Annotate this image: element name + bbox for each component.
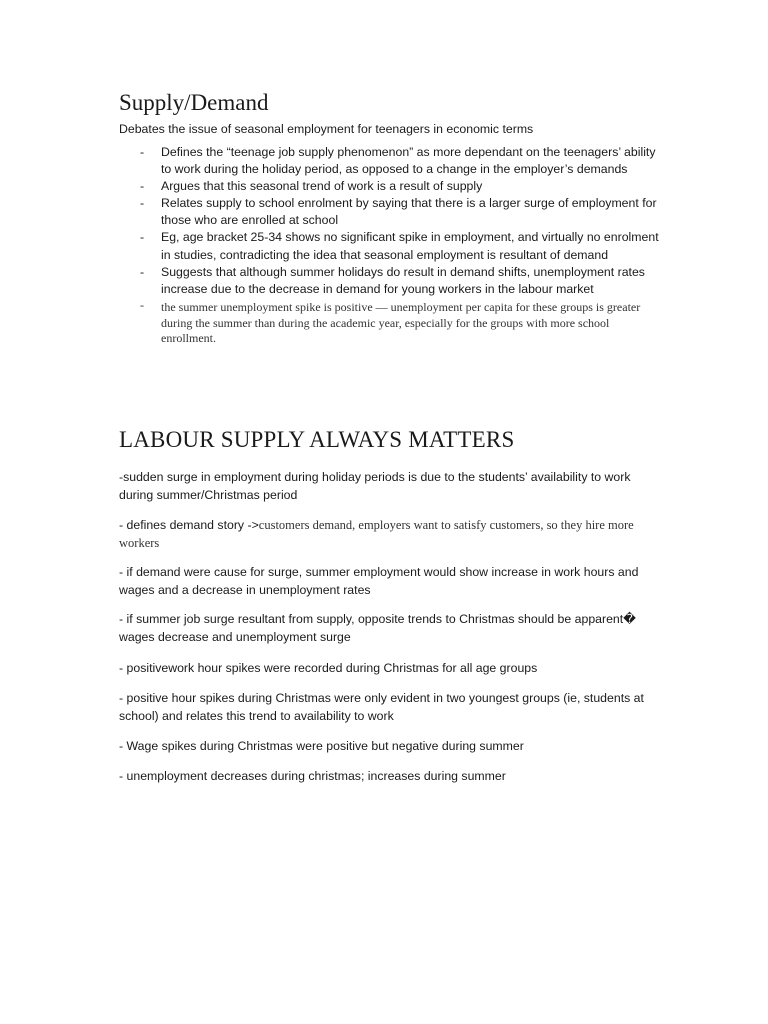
bullet-text: Eg, age bracket 25-34 shows no significant spike in employment, and virtually no enrolment in studies, contradicting the idea that seasonal employment is resultant of demand bbox=[161, 230, 659, 262]
list-item bbox=[140, 264, 660, 298]
section-heading-supply-demand: Supply/Demand bbox=[119, 90, 269, 115]
paragraph: - if summer job surge resultant from supply, opposite trends to Christmas should be apparent� wages decrease and unemployment surge bbox=[119, 612, 636, 644]
bullet-list bbox=[140, 144, 660, 347]
bullet-text: Argues that this seasonal trend of work is a result of supply bbox=[161, 179, 483, 194]
list-item bbox=[140, 229, 660, 263]
bullet-dash: - bbox=[140, 196, 145, 211]
paragraph: - unemployment decreases during christmas; increases during summer bbox=[119, 769, 506, 783]
bullet-text: Relates supply to school enrolment by saying that there is a larger surge of employment for those who are enrolled at school bbox=[161, 196, 657, 228]
bullet-dash: - bbox=[140, 264, 145, 279]
list-item bbox=[140, 298, 660, 347]
paragraph: - positive hour spikes during Christmas were only evident in two youngest groups (ie, students at school) and relates this trend to availability to work bbox=[119, 691, 644, 723]
paragraph: - positivework hour spikes were recorded during Christmas for all age groups bbox=[119, 661, 538, 675]
section-intro: Debates the issue of seasonal employment for teenagers in economic terms bbox=[119, 122, 534, 136]
list-item bbox=[140, 178, 660, 195]
bullet-dash: - bbox=[140, 297, 144, 312]
bullet-dash: - bbox=[140, 179, 145, 194]
demand-story-text: customers demand, employers want to satisfy customers, so they hire more workers bbox=[119, 518, 634, 550]
bullet-text: Defines the “teenage job supply phenomenon” as more dependant on the teenagers’ ability to work during the holiday period, as opposed to a change in the employer’s demands bbox=[161, 145, 656, 177]
section-heading-labour-supply: LABOUR SUPPLY ALWAYS MATTERS bbox=[119, 427, 515, 452]
bullet-text: Suggests that although summer holidays do result in demand shifts, unemployment rates increase due to the decrease in demand for young workers in the labour market bbox=[161, 264, 645, 296]
bullet-dash: - bbox=[140, 230, 145, 245]
bullet-dash: - bbox=[140, 145, 145, 159]
bullet-text: the summer unemployment spike is positive — unemployment per capita for these groups is greater during the summer than during the academic year, especially for the groups with more school enrollment. bbox=[161, 299, 641, 346]
list-item bbox=[140, 144, 660, 178]
paragraph: - if demand were cause for surge, summer employment would show increase in work hours and wages and a decrease in unemployment rates bbox=[119, 565, 639, 597]
list-item bbox=[140, 195, 660, 229]
demand-story-prefix: - defines demand story -> bbox=[119, 518, 259, 532]
paragraph: - Wage spikes during Christmas were positive but negative during summer bbox=[119, 739, 524, 753]
paragraph: -sudden surge in employment during holiday periods is due to the students’ availability to work during summer/Christmas period bbox=[119, 470, 631, 502]
paragraph-demand-story bbox=[119, 516, 659, 552]
